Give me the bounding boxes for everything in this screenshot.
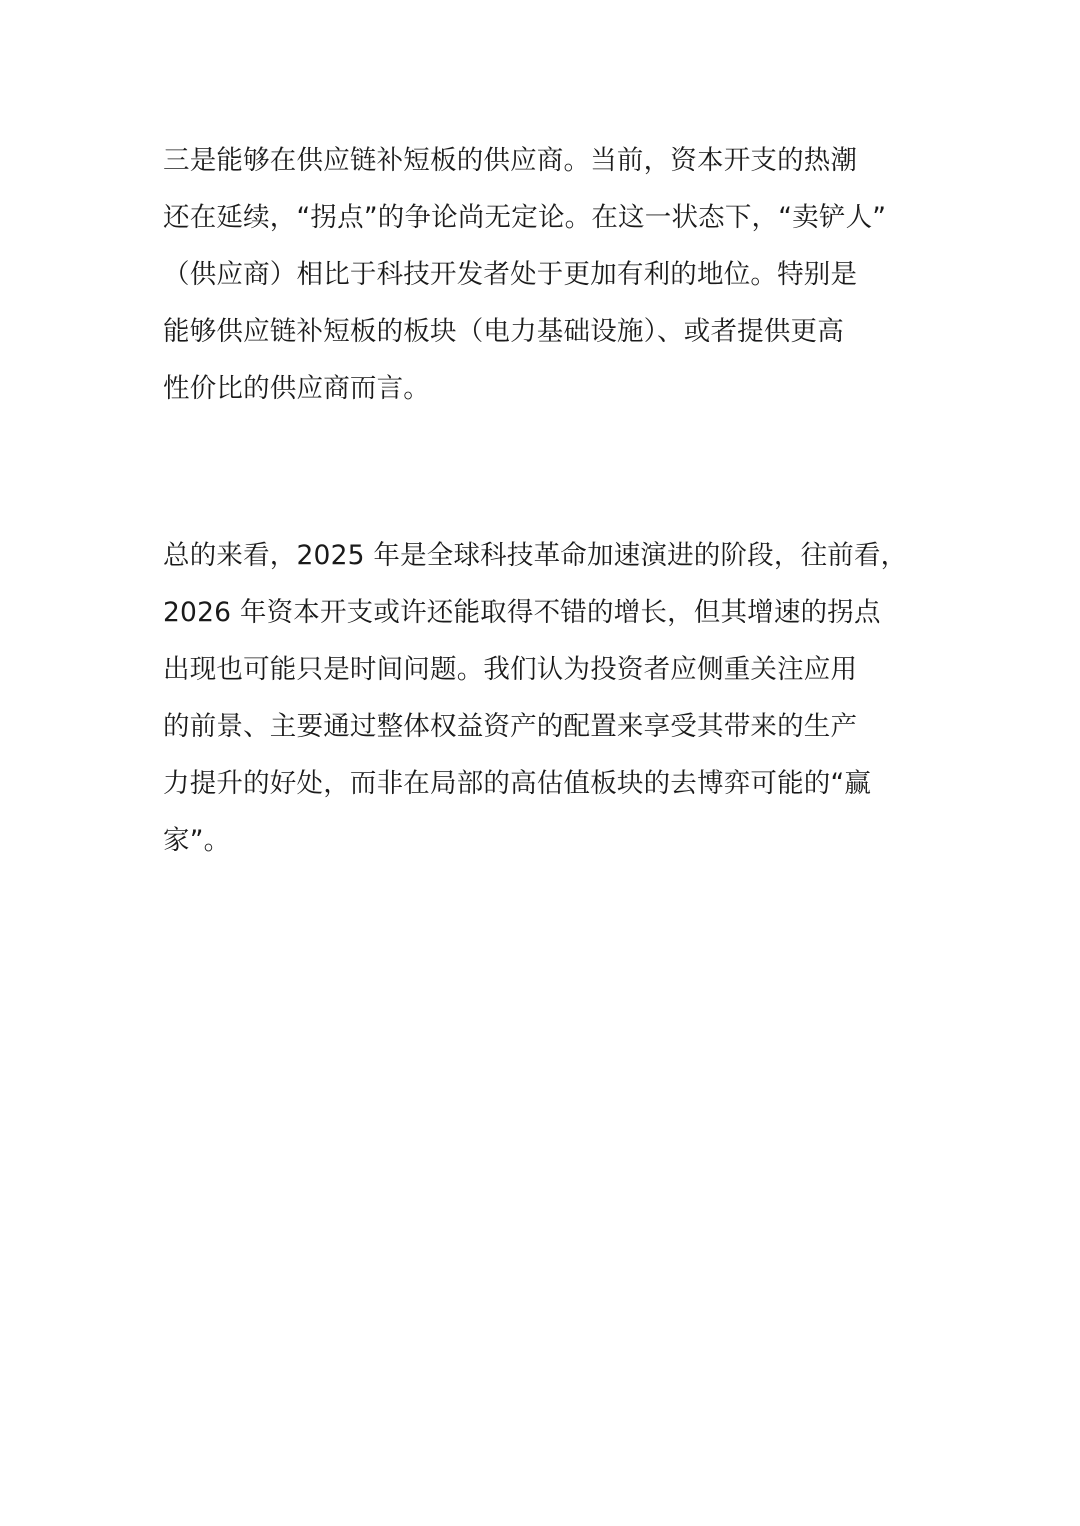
- paragraph-conclusion: [163, 527, 923, 869]
- text-line: 能够供应链补短板的板块（电力基础设施）、或者提供更高: [163, 316, 844, 347]
- text-line: 家”。: [163, 825, 231, 856]
- text-line: 2026 年资本开支或许还能取得不错的增长，但其增速的拐点: [163, 597, 881, 628]
- text-line: 总的来看，2025 年是全球科技革命加速演进的阶段，往前看，: [163, 540, 908, 571]
- text-line: 还在延续，“拐点”的争论尚无定论。在这一状态下，“卖铲人”: [163, 202, 887, 233]
- text-line: 性价比的供应商而言。: [163, 373, 430, 404]
- paragraph-supplier-advantage: [163, 132, 923, 417]
- text-line: 力提升的好处，而非在局部的高估值板块的去博弈可能的“赢: [163, 768, 872, 799]
- text-line: 的前景、主要通过整体权益资产的配置来享受其带来的生产: [163, 711, 858, 742]
- text-line: （供应商）相比于科技开发者处于更加有利的地位。特别是: [163, 259, 858, 290]
- text-line: 三是能够在供应链补短板的供应商。当前，资本开支的热潮: [163, 145, 858, 176]
- text-line: 出现也可能只是时间问题。我们认为投资者应侧重关注应用: [163, 654, 858, 685]
